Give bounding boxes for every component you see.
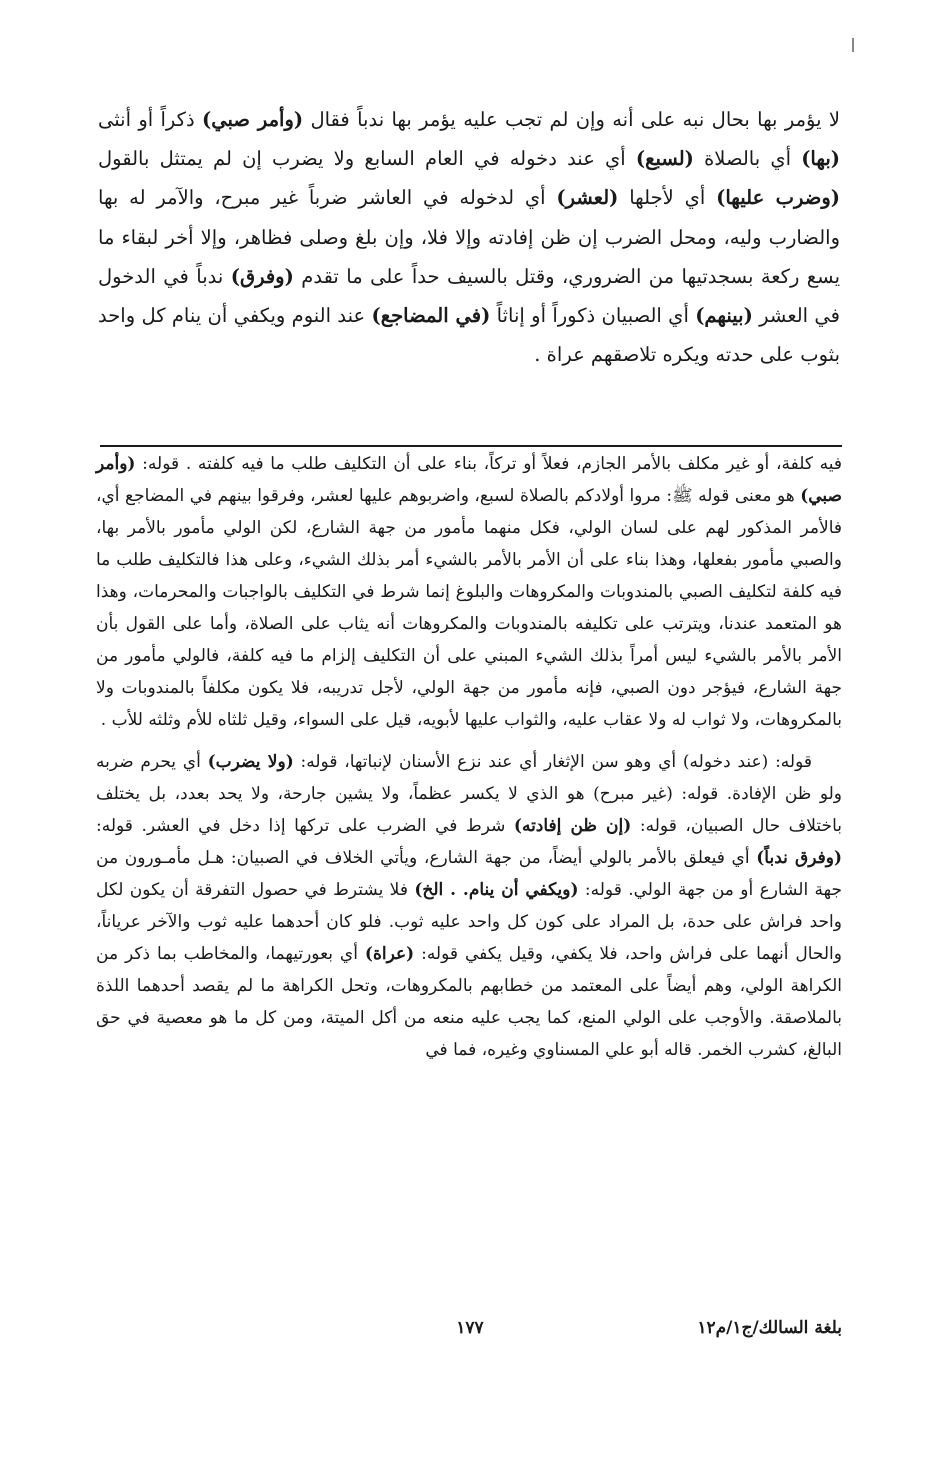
footnotes (96, 448, 842, 1066)
footnote-divider (100, 445, 842, 447)
signature-mark: بلغة السالك/ج١/م١٢ (697, 1318, 842, 1338)
page-footer (96, 1318, 842, 1350)
text-run: أي الصبيان ذكوراً أو إناثاً (490, 304, 696, 328)
text-run: أي لدخوله في العاشر ضرباً غير مبرح، والآمر له بها والضارب وليه، ومحل الضرب إن ظن إفادته وإلا فلا، وإن بلغ وصلى فظاهر، وإلا أخر لبقاء ما يسع ركعة بسجدتيها من الضروري، وقتل بالسيف حداً على ما تقدم (98, 186, 840, 288)
footnote-paragraph-2 (96, 746, 842, 1066)
text-run: شرط في الضرب على تركها إذا دخل في العشر. قوله: (96, 816, 514, 836)
bold-quote: (وأمر صبي) (201, 108, 304, 131)
bold-quote: (وفرق) (230, 264, 294, 288)
bold-quote: (بينهم) (695, 304, 753, 328)
bold-quote: (بها) (801, 147, 840, 171)
bold-quote: (إن ظن إفادته) (513, 816, 632, 836)
bold-quote: (في المضاجع) (371, 304, 491, 328)
text-run: لا يؤمر بها بحال نبه على أنه وإن لم تجب عليه يؤمر بها ندباً فقال (303, 108, 840, 131)
text-run: ذكراً أو أنثى (98, 108, 202, 131)
text-run: فيه كلفة، أو غير مكلف بالأمر الجازم، فعلاً أو تركاً، بناء على أن التكليف طلب ما فيه كلفته . قوله: (135, 454, 842, 474)
bold-quote: (لعشر) (556, 186, 619, 210)
text-run: أي بالصلاة (693, 147, 802, 171)
text-run: قوله: (عند دخوله) أي وهو سن الإثغار أي عند نزع الأسنان لإنباتها، قوله: (293, 752, 813, 772)
text-run: أي بعورتيهما، والمخاطب بما ذكر من الكراهة الولي، وهم أيضاً على المعتمد من خطابهم بالمكروهات، وتحل الكراهة ما لم يقصد أحدهما اللذة بالملاصقة. والأوجب على الولي المنع، كما يجب عليه منعه من أكل الميتة، ومن كل ما هو معصية في حق البالغ، كشرب الخمر. قاله أبو علي المسناوي وغيره، فما في (96, 944, 842, 1060)
text-run: أي لأجلها (618, 186, 717, 210)
text-run: أي عند دخوله في العام السابع ولا يضرب إن لم يمتثل بالقول (98, 147, 636, 171)
page-number: ١٧٧ (456, 1318, 484, 1338)
main-text (98, 100, 840, 374)
bold-quote: (عراة) (364, 944, 415, 964)
text-run: هو معنى قوله ﷺ: مروا أولادكم بالصلاة لسبع، واضربوهم عليها لعشر، وفرقوا بينهم في المضاجع أي، فالأمر المذكور لهم على لسان الولي، فكل منهما مأمور من جهة الشارع، لكن الولي مأمور بالأمر بها، والصبي مأمور بفعلها، وهذا بناء على أن الأمر بالأمر بالشيء أمر بذلك الشيء، وعلى هذا فالتكليف طلب ما فيه كلفة لتكليف الصبي بالمندوبات والمكروهات والبلوغ إنما شرط في التكليف بالواجبات والمحرمات، وهذا هو المتعمد عندنا، ويترتب على تكليفه بالمندوبات والمكروهات أنه يثاب على الصلاة، وأما على القول بأن الأمر بالأمر بالشيء ليس أمراً بذلك الشيء المبني على أن التكليف إلزام ما فيه كلفة، فالولي مأمور من جهة الشارع، فيؤجر دون الصبي، فإنه مأمور من جهة الولي، لأجل تدريبه، فلا يكون مكلفاً بالمندوبات ولا بالمكروهات، ولا ثواب له ولا عقاب عليه، والثواب عليها لأبويه، قيل على السواء، وقيل ثلثاه للأم وثلثه للأب . (96, 486, 842, 730)
text-run: أي فيعلق بالأمر بالولي أيضاً، من جهة الشارع، ويأتي الخلاف في الصبيان: هـل مأمـورون من جهة الشارع أو من جهة الولي. قوله: (96, 848, 842, 900)
bold-quote: (لسبع) (635, 147, 694, 171)
page-edge-mark (852, 38, 854, 52)
text-run: ندباً في الدخول في العشر (98, 264, 840, 328)
text-run: فلا يشترط في حصول التفرقة أن يكون لكل واحد فراش على حدة، بل المراد على كون كل واحد عليه ثوب. فلو كان أحدهما عليه ثوب والآخر عرياناً، والحال أنهما على فراش واحد، فلا يكفي، وقيل يكفي قوله: (96, 880, 842, 964)
bold-quote: (ويكفي أن ينام. . الخ) (414, 880, 579, 900)
text-run: أي يحرم ضربه ولو ظن الإفادة. قوله: (غير مبرح) هو الذي لا يكسر عظماً، ولا يشين جارحة، ولا يحد بعدد، بل يختلف باختلاف حال الصبيان، قوله: (96, 752, 842, 836)
text-run: عند النوم ويكفي أن ينام كل واحد بثوب على حدته ويكره تلاصقهم عراة . (98, 304, 840, 367)
bold-quote: (وضرب عليها) (716, 186, 840, 210)
bold-quote: (ولا يضرب) (207, 752, 294, 772)
bold-quote: (وفرق ندباً) (756, 848, 842, 868)
main-paragraph (98, 100, 840, 374)
footnote-paragraph-1 (96, 448, 842, 736)
bold-quote: (وأمر صبي) (96, 454, 842, 506)
